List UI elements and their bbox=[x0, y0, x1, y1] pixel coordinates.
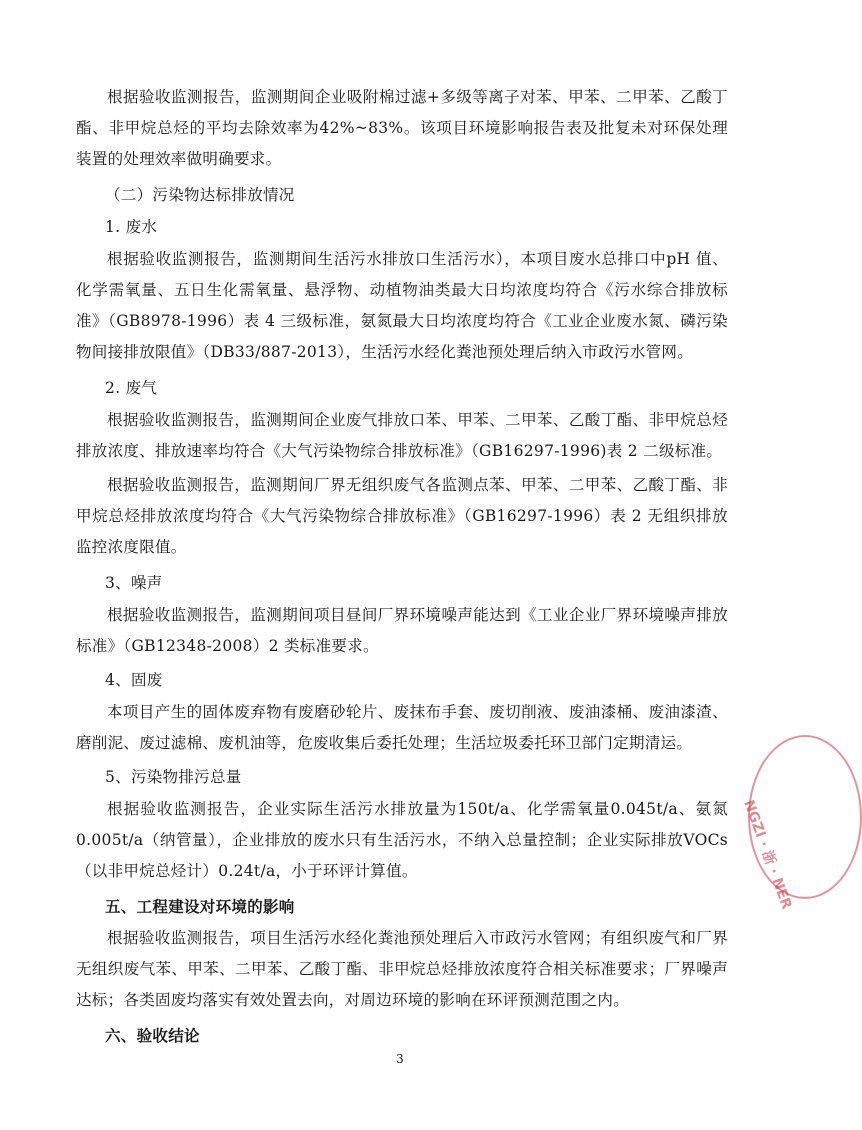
paragraph-solid-waste: 本项目产生的固体废弃物有废磨砂轮片、废抹布手套、废切削液、废油漆桶、废油漆渣、磨削泥、废过滤棉、废机油等，危废收集后委托处理；生活垃圾委托环卫部门定期清运。 bbox=[76, 703, 728, 752]
seal-text: NGZI · 浙 · NER bbox=[740, 798, 795, 912]
paragraph-wastegas-2: 根据验收监测报告，监测期间厂界无组织废气各监测点苯、甲苯、二甲苯、乙酸丁酯、非甲烷总烃排放浓度均符合《大气污染物综合排放标准》（GB16297-1996）表 2 无组织排放监控浓度限值。 bbox=[76, 476, 728, 556]
paragraph-noise: 根据验收监测报告，监测期间项目昼间厂界环境噪声能达到《工业企业厂界环境噪声排放标准》（GB12348-2008）2 类标准要求。 bbox=[76, 606, 728, 655]
red-seal-stamp bbox=[740, 735, 862, 912]
heading-wastegas: 2. 废气 bbox=[105, 379, 158, 397]
paragraph-total-emission: 根据验收监测报告，企业实际生活污水排放量为150t/a、化学需氧量0.045t/a、氨氮0.005t/a（纳管量），企业排放的废水只有生活污水，不纳入总量控制；企业实际排放VOCs（以非甲烷总烃计）0.24t/a，小于环评计算值。 bbox=[76, 800, 728, 880]
heading-solid-waste: 4、固废 bbox=[105, 671, 163, 689]
heading-total-emission: 5、污染物排污总量 bbox=[105, 768, 242, 786]
heading-wastewater: 1. 废水 bbox=[105, 218, 158, 236]
heading-section-5: 五、工程建设对环境的影响 bbox=[105, 897, 295, 916]
paragraph-impact: 根据验收监测报告，项目生活污水经化粪池预处理后入市政污水管网；有组织废气和厂界无组织废气苯、甲苯、二甲苯、乙酸丁酯、非甲烷总烃排放浓度符合相关标准要求；厂界噪声达标；各类固废均落实有效处置去向，对周边环境的影响在环评预测范围之内。 bbox=[76, 929, 728, 1009]
heading-section-2: （二）污染物达标排放情况 bbox=[105, 186, 295, 204]
paragraph-wastewater: 根据验收监测报告，监测期间生活污水排放口生活污水），本项目废水总排口中pH 值、化学需氧量、五日生化需氧量、悬浮物、动植物油类最大日均浓度均符合《污水综合排放标准》（GB8978-1996）表 4 三级标准，氨氮最大日均浓度均符合《工业企业废水氮、磷污染物间接排放限值》（DB33/887-2013），生活污水经化粪池预处理后纳入市政污水管网。 bbox=[76, 250, 728, 361]
paragraph-wastegas-1: 根据验收监测报告，监测期间企业废气排放口苯、甲苯、二甲苯、乙酸丁酯、非甲烷总烃排放浓度、排放速率均符合《大气污染物综合排放标准》（GB16297-1996)表 2 二级标准。 bbox=[76, 411, 728, 460]
heading-section-6: 六、验收结论 bbox=[105, 1026, 200, 1045]
heading-noise: 3、噪声 bbox=[105, 574, 163, 592]
page-number: 3 bbox=[396, 1052, 404, 1066]
paragraph-intro: 根据验收监测报告，监测期间企业吸附棉过滤+多级等离子对苯、甲苯、二甲苯、乙酸丁酯、非甲烷总烃的平均去除效率为42%~83%。该项目环境影响报告表及批复未对环保处理装置的处理效率做明确要求。 bbox=[76, 88, 728, 168]
